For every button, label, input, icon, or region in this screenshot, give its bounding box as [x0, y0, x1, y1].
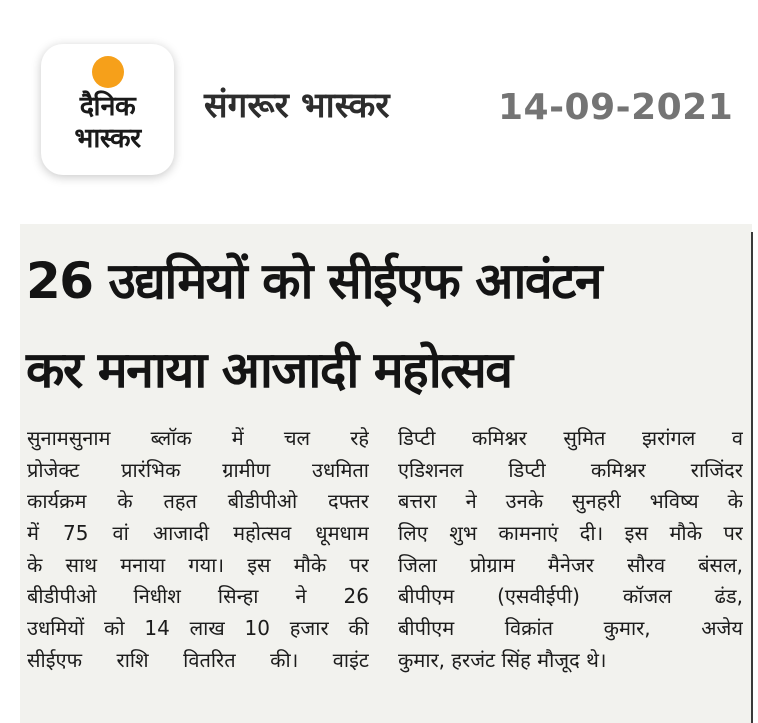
publication-date: 14-09-2021: [498, 87, 734, 128]
article-line: कार्यक्रम के तहत बीडीपीओ दफ्तर: [27, 489, 369, 514]
article-line: बीपीएम विक्रांत कुमार, अजेय: [398, 616, 743, 641]
article-line: उधमियों को 14 लाख 10 हजार की: [27, 616, 369, 641]
headline-line-1: 26 उद्यमियों को सीईएफ आवंटन: [26, 252, 602, 310]
article-line: बत्तरा ने उनके सुनहरी भविष्य के: [398, 489, 743, 514]
article-line: के साथ मनाया गया। इस मौके पर: [27, 552, 369, 577]
logo-text-line-1: दैनिक: [79, 91, 136, 122]
dainik-bhaskar-logo[interactable]: [41, 44, 174, 175]
headline-line-2: कर मनाया आजादी महोत्सव: [26, 341, 512, 399]
logo-text-line-2: भास्कर: [74, 123, 141, 154]
article-line: एडिशनल डिप्टी कमिश्नर राजिंदर: [398, 457, 743, 482]
article-line: बीपीएम (एसवीईपी) कॉजल ढंड,: [398, 584, 743, 609]
article-line: प्रोजेक्ट प्रारंभिक ग्रामीण उधमिता: [27, 457, 369, 482]
publication-name: संगरूर भास्कर: [204, 86, 390, 126]
article-line: लिए शुभ कामनाएं दी। इस मौके पर: [398, 521, 743, 546]
article-line: जिला प्रोग्राम मैनेजर सौरव बंसल,: [398, 552, 743, 577]
article-column-left: [27, 423, 369, 677]
article-line: बीडीपीओ निधीश सिन्हा ने 26: [27, 584, 369, 609]
header-bar: [0, 0, 758, 215]
article-line: में 75 वां आजादी महोत्सव धूमधाम: [27, 521, 369, 546]
article-line: डिप्टी कमिश्नर सुमित झरांगल व: [398, 426, 743, 450]
sun-icon: [92, 56, 124, 88]
article-line: कुमार, हरजंट सिंह मौजूद थे।: [398, 647, 607, 672]
article-line: सुनामसुनाम ब्लॉक में चल रहे: [27, 426, 369, 450]
article-column-right: [398, 423, 743, 677]
clipping-edge: [751, 232, 753, 723]
article-line: सीईएफ राशि वितरित की। वाइंट: [27, 647, 369, 672]
